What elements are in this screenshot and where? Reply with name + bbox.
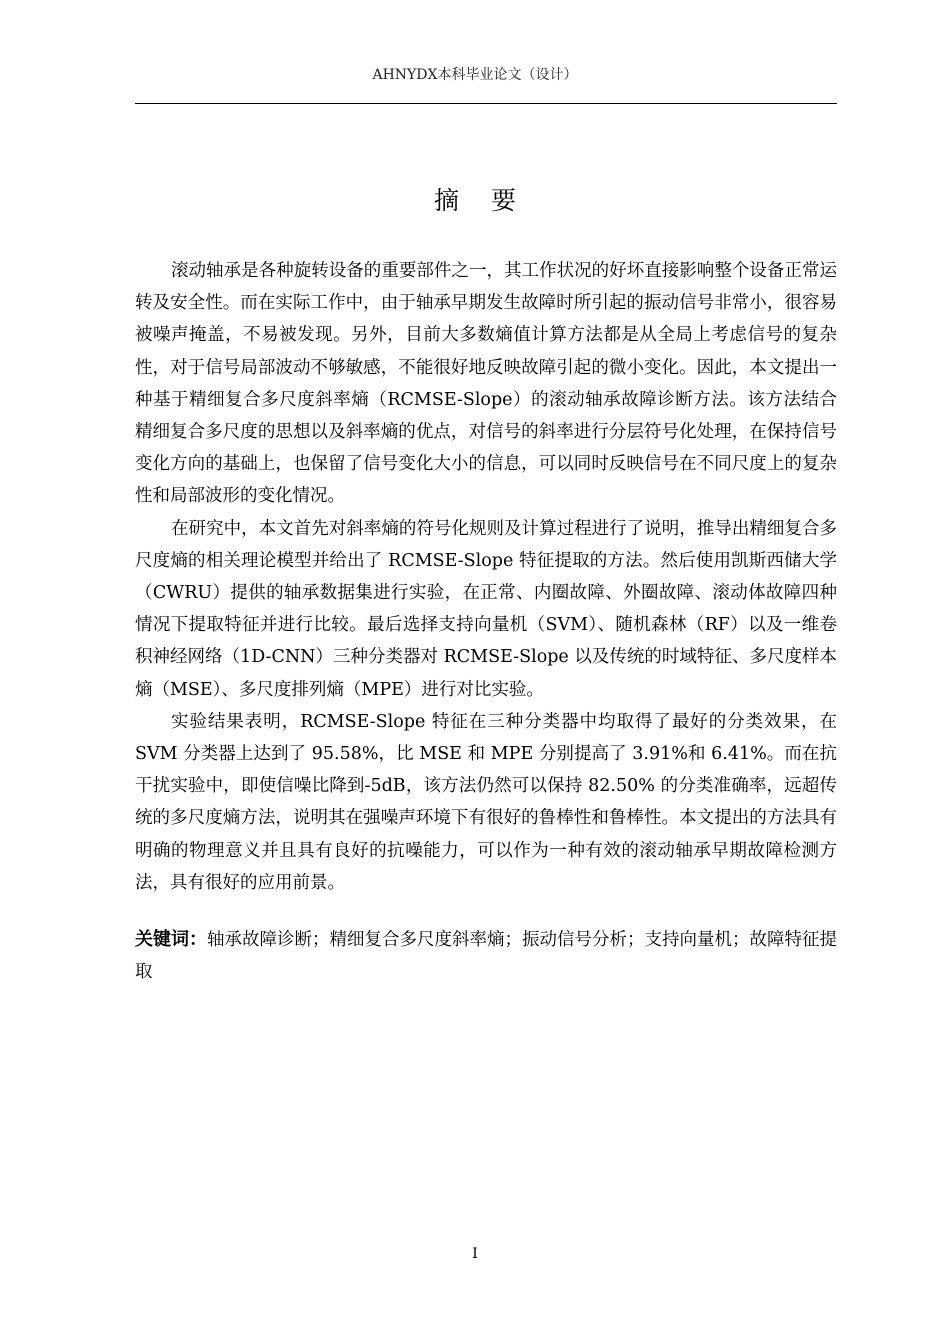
abstract-paragraph: 在研究中，本文首先对斜率熵的符号化规则及计算过程进行了说明，推导出精细复合多尺度熵的相关理论模型并给出了 RCMSE-Slope 特征提取的方法。然后使用凯斯西储大学（CWRU）提供的轴承数据集进行实验，在正常、内圈故障、外圈故障、滚动体故障四种情况下提取特征并进行比较。最后选择支持向量机（SVM）、随机森林（RF）以及一维卷积神经网络（1D-CNN）三种分类器对 RCMSE-Slope 以及传统的时域特征、多尺度样本熵（MSE）、多尺度排列熵（MPE）进行对比实验。 xyxy=(135,518,837,700)
keywords-label: 关键词： xyxy=(135,929,207,950)
header-divider xyxy=(135,103,837,104)
abstract-paragraph: 实验结果表明，RCMSE-Slope 特征在三种分类器中均取得了最好的分类效果，在 SVM 分类器上达到了 95.58%，比 MSE 和 MPE 分别提高了 3.91%和 6.41%。而在抗干扰实验中，即使信噪比降到-5dB，该方法仍然可以保持 82.50% 的分类准确率，远超传统的多尺度熵方法，说明其在强噪声环境下有很好的鲁棒性和鲁棒性。本文提出的方法具有明确的物理意义并且具有良好的抗噪能力，可以作为一种有效的滚动轴承早期故障检测方法，具有很好的应用前景。 xyxy=(135,711,837,893)
abstract-paragraph: 滚动轴承是各种旋转设备的重要部件之一，其工作状况的好坏直接影响整个设备正常运转及安全性。而在实际工作中，由于轴承早期发生故障时所引起的振动信号非常小，很容易被噪声掩盖，不易被发现。另外，目前大多数熵值计算方法都是从全局上考虑信号的复杂性，对于信号局部波动不够敏感，不能很好地反映故障引起的微小变化。因此，本文提出一种基于精细复合多尺度斜率熵（RCMSE-Slope）的滚动轴承故障诊断方法。该方法结合精细复合多尺度的思想以及斜率熵的优点，对信号的斜率进行分层符号化处理，在保持信号变化方向的基础上，也保留了信号变化大小的信息，可以同时反映信号在不同尺度上的复杂性和局部波形的变化情况。 xyxy=(135,261,837,507)
page-number: I xyxy=(472,1246,478,1262)
abstract-title: 摘 要 xyxy=(434,186,528,215)
keywords-line xyxy=(135,924,837,988)
keywords-text: 轴承故障诊断；精细复合多尺度斜率熵；振动信号分析；支持向量机；故障特征提取 xyxy=(135,930,837,982)
abstract-body xyxy=(135,255,837,899)
running-header: AHNYDX本科毕业论文（设计） xyxy=(372,67,578,83)
